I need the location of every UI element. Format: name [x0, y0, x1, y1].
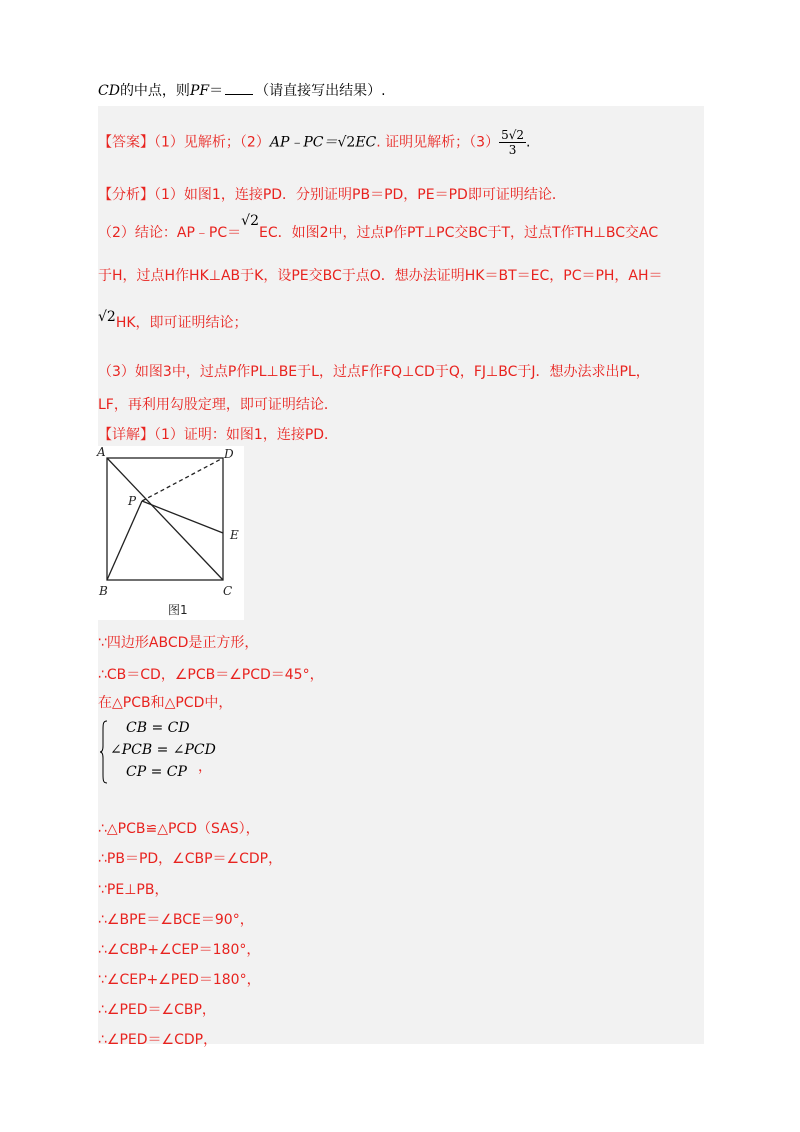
answer-fraction: $\frac{5√2}{3}$	[501, 128, 524, 157]
label-p: P	[128, 494, 137, 508]
label-b: B	[99, 584, 108, 598]
proof-line-7: ∴∠BPE＝∠BCE＝90°，	[98, 912, 254, 928]
answer-line: 【答案】（1）见解析；（2）AP﹣PC＝√2EC. 证明见解析；（3） $\frac{5√2}{3}$ .	[98, 128, 531, 157]
system-eq-3: CP = CP	[126, 764, 187, 780]
label-a: A	[97, 446, 106, 459]
congruence-system	[100, 716, 250, 786]
analysis-line-5: （3）如图3中，过点P作PL⊥BE于L，过点F作FQ⊥CD于Q，FJ⊥BC于J．想办法求出PL，	[98, 364, 650, 380]
analysis-line-6: LF，再利用勾股定理，即可证明结论．	[98, 397, 338, 413]
question-tail: CD的中点，则PF＝ （请直接写出结果）.	[98, 83, 386, 99]
brace-icon	[100, 720, 108, 784]
proof-line-6: ∵PE⊥PB，	[98, 882, 169, 898]
analysis-line-3: 于H，过点H作HK⊥AB于K，设PE交BC于点O．想办法证明HK＝BT＝EC，PC＝PH，AH＝	[98, 268, 663, 284]
proof-line-10: ∴∠PED＝∠CBP，	[98, 1002, 216, 1018]
label-d: D	[224, 447, 234, 461]
system-eq-1: CB = CD	[126, 720, 190, 736]
analysis-label: 【分析】	[98, 187, 154, 203]
answer-label: 【答案】	[98, 134, 154, 151]
system-comma: ，	[198, 759, 212, 775]
answer-blank	[225, 82, 253, 95]
analysis-line-4: √2HK，即可证明结论；	[98, 309, 248, 331]
figure-caption: 图1	[168, 603, 188, 617]
proof-line-5: ∴PB＝PD，∠CBP＝∠CDP，	[98, 851, 283, 867]
label-e: E	[230, 528, 239, 542]
proof-line-4: ∴△PCB≌△PCD（SAS），	[98, 821, 260, 837]
proof-line-3: 在△PCB和△PCD中，	[98, 695, 233, 711]
proof-line-8: ∴∠CBP+∠CEP＝180°，	[98, 942, 261, 958]
analysis-line-2: （2）结论：AP﹣PC＝√2EC．如图2中，过点P作PT⊥PC交BC于T，过点T作TH⊥BC交AC	[98, 213, 659, 241]
detail-line: 【详解】（1）证明：如图1，连接PD．	[98, 427, 339, 443]
system-eq-2: ∠PCB = ∠PCD	[110, 742, 216, 758]
label-c: C	[223, 584, 233, 598]
analysis-line-1: 【分析】（1）如图1，连接PD．分别证明PB＝PD，PE＝PD即可证明结论．	[98, 187, 566, 203]
proof-line-9: ∵∠CEP+∠PED＝180°，	[98, 972, 261, 988]
proof-line-11: ∴∠PED＝∠CDP，	[98, 1032, 218, 1048]
geometry-figure	[96, 446, 244, 620]
proof-line-1: ∵四边形ABCD是正方形，	[98, 635, 259, 651]
detail-label: 【详解】	[98, 427, 154, 443]
proof-line-2: ∴CB＝CD，∠PCB＝∠PCD＝45°，	[98, 667, 324, 683]
